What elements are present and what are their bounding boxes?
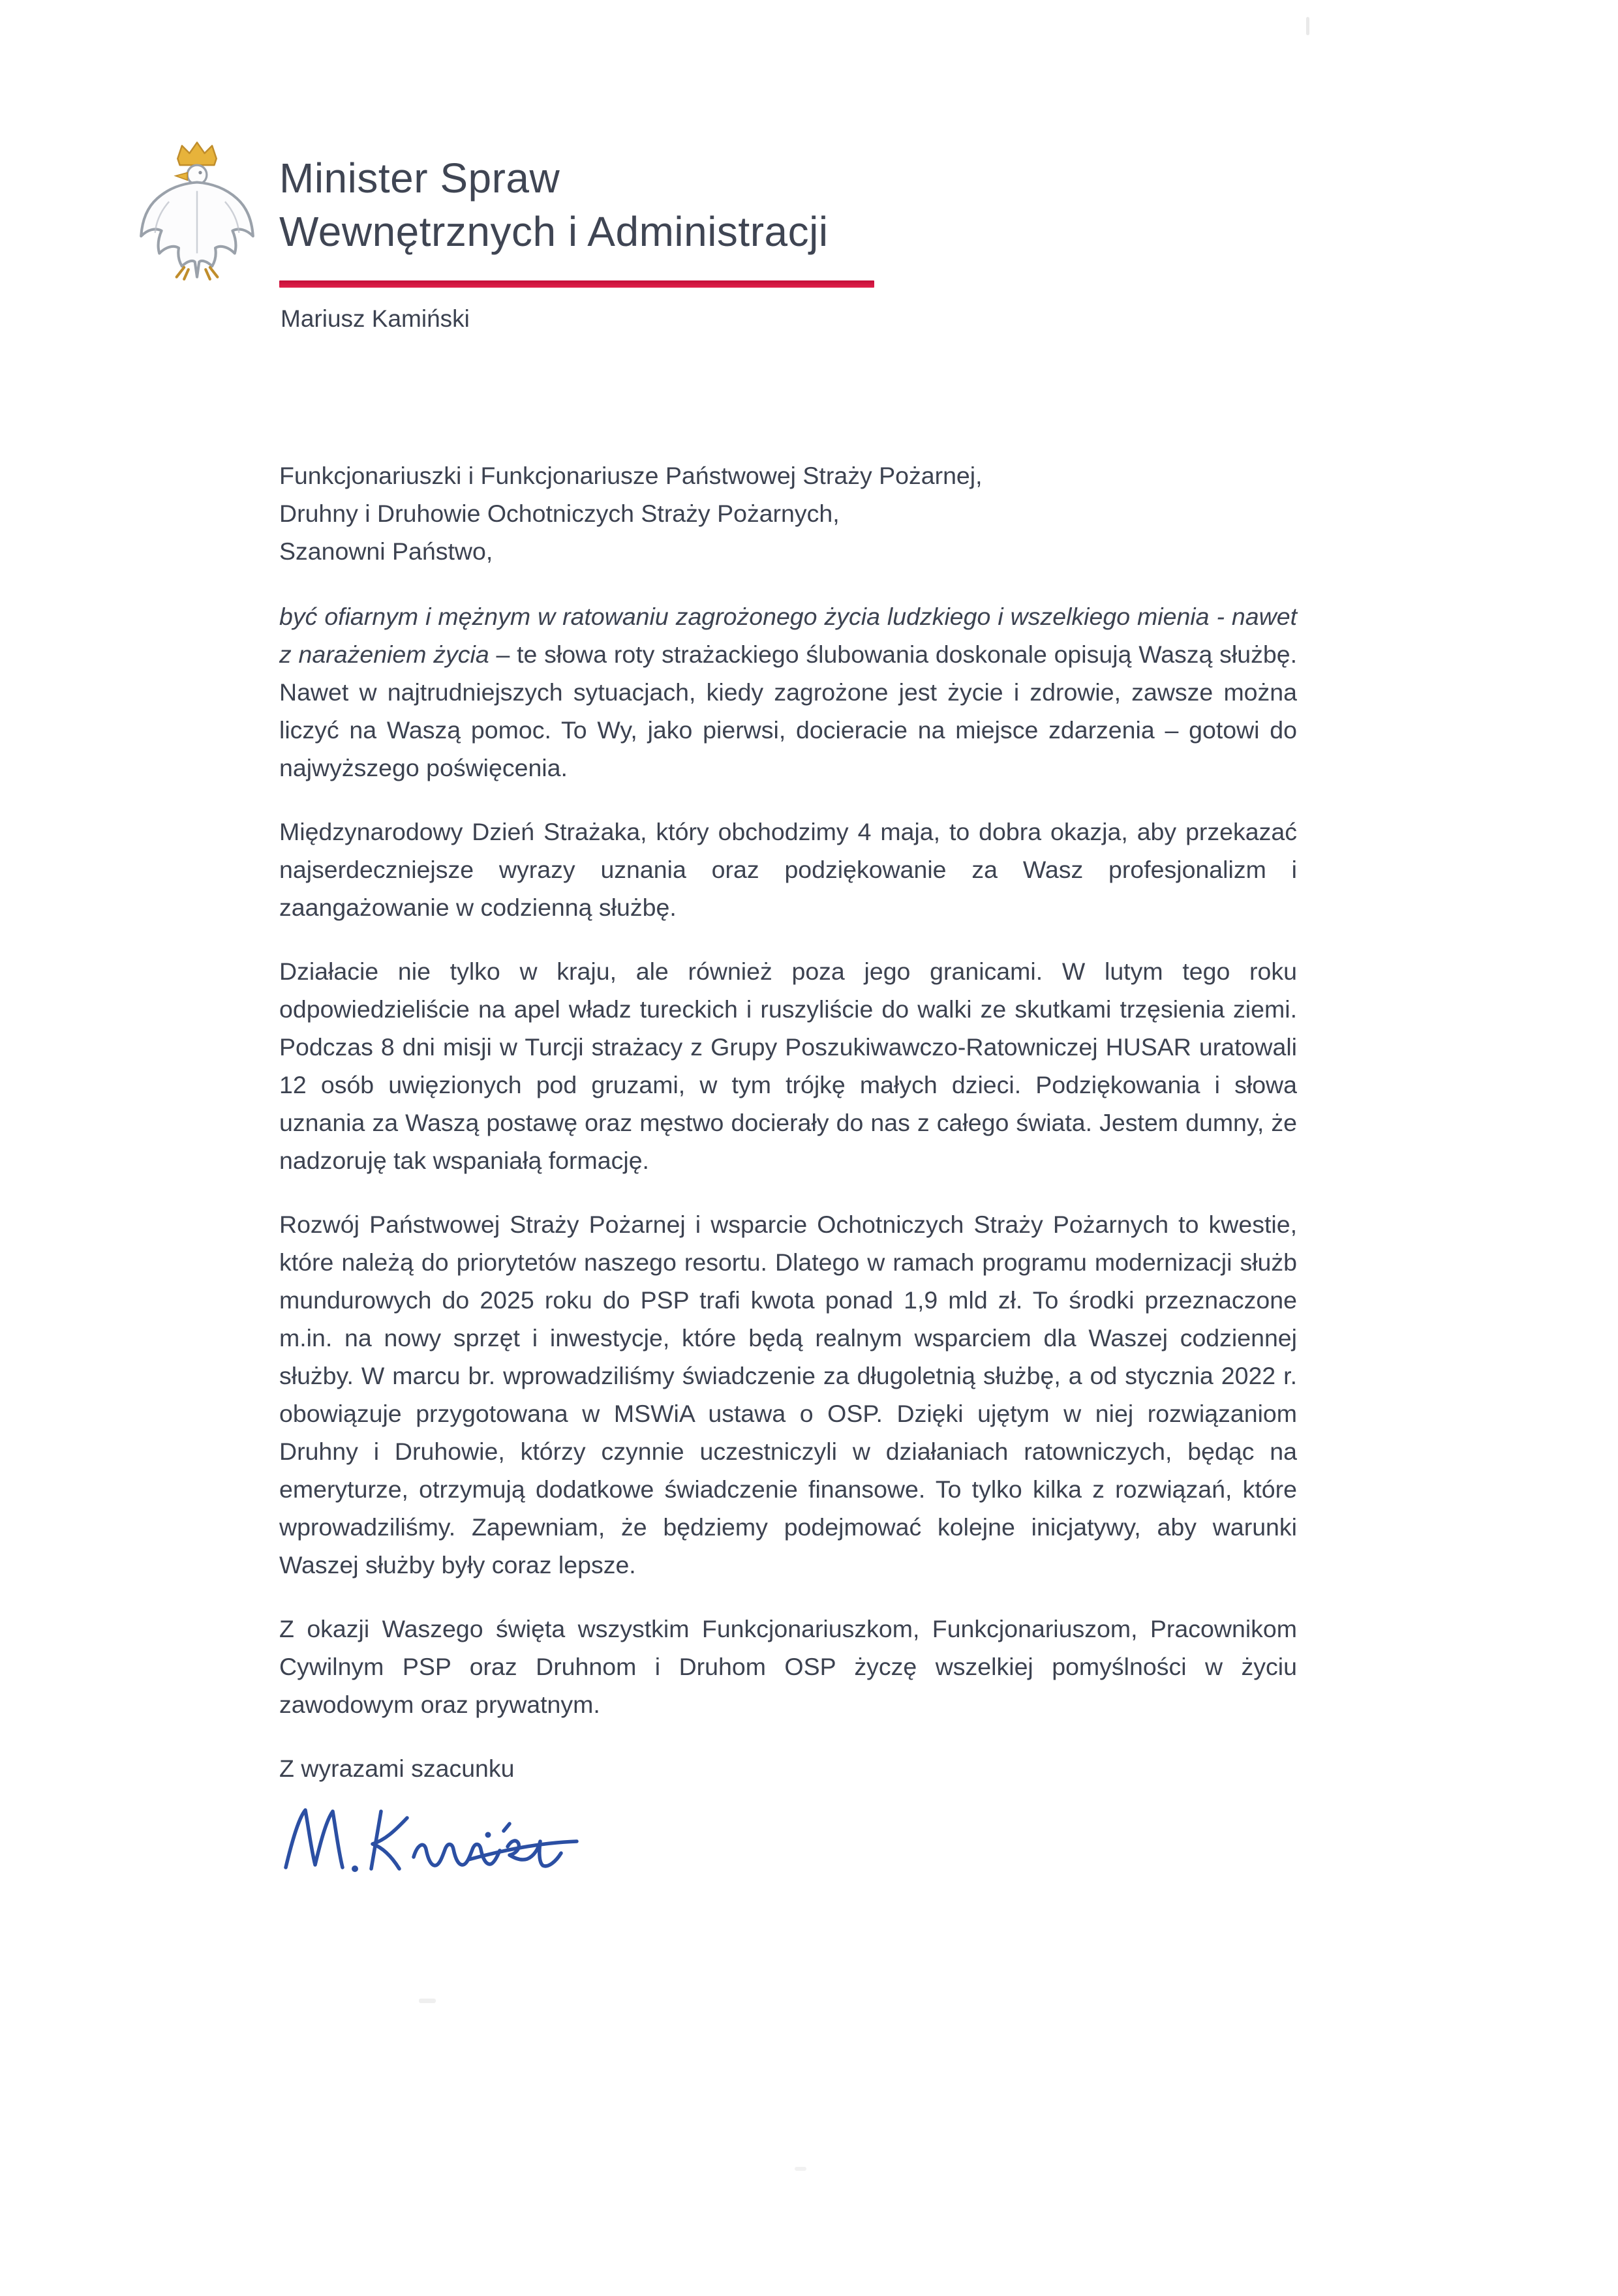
ministry-title xyxy=(279,151,829,258)
ministry-title-line2: Wewnętrznych i Administracji xyxy=(279,208,829,255)
closing-phrase: Z wyrazami szacunku xyxy=(279,1755,515,1782)
paragraph: Rozwój Państwowej Straży Pożarnej i wsparcie Ochotniczych Straży Pożarnych to kwestie, które należą do priorytetów naszego resortu. Dlatego w ramach programu modernizacji służb mundurowych do 2025 roku do PSP trafi kwota ponad 1,9 mld zł. To środki przeznaczone m.in. na nowy sprzęt i inwestycje, które będą realnym wsparciem dla Waszej codziennej służby. W marcu br. wprowadziliśmy świadczenie za długoletnią służbę, a od stycznia 2022 r. obowiązuje przygotowana w MSWiA ustawa o OSP. Dzięki ujętym w niej rozwiązaniom Druhny i Druhowie, którzy czynnie uczestniczyli w działaniach ratowniczych, będąc na emeryturze, otrzymują dodatkowe świadczenie finansowe. To tylko kilka z rozwiązań, które wprowadziliśmy. Zapewniam, że będziemy podejmować kolejne inicjatywy, aby warunki Waszej służby były coraz lepsze. xyxy=(279,1211,1297,1578)
paragraph: Międzynarodowy Dzień Strażaka, który obchodzimy 4 maja, to dobra okazja, aby przekazać najserdeczniejsze wyrazy uznania oraz podziękowanie za Wasz profesjonalizm i zaangażowanie w codzienną służbę. xyxy=(279,818,1297,921)
letter-body xyxy=(279,457,1297,1882)
polish-eagle-icon xyxy=(132,136,262,294)
signature xyxy=(279,1803,618,1882)
scan-artifact xyxy=(419,1999,436,2003)
ministry-title-line1: Minister Spraw xyxy=(279,155,560,202)
minister-name: Mariusz Kamiński xyxy=(281,305,470,332)
oath-quote-italic: być ofiarnym i mężnym w ratowaniu zagrożonego życia ludzkiego i wszelkiego mienia - nawet z narażeniem życia xyxy=(279,603,1297,668)
paragraph-text: – te słowa roty strażackiego ślubowania doskonale opisują Waszą służbę. Nawet w najtrudniejszych sytuacjach, kiedy zagrożone jest życie i zdrowie, zawsze można liczyć na Waszą pomoc. To Wy, jako pierwsi, docieracie na miejsce zdarzenia – gotowi do najwyższego poświęcenia. xyxy=(279,641,1298,781)
paragraph: Z okazji Waszego święta wszystkim Funkcjonariuszkom, Funkcjonariuszom, Pracownikom Cywilnym PSP oraz Druhnom i Druhom OSP życzę wszelkiej pomyślności w życiu zawodowym oraz prywatnym. xyxy=(279,1615,1297,1718)
salutation-line: Druhny i Druhowie Ochotniczych Straży Pożarnych, xyxy=(279,500,840,527)
salutation-line: Funkcjonariuszki i Funkcjonariusze Państwowej Straży Pożarnej, xyxy=(279,462,983,489)
signature-scribble-icon xyxy=(279,1803,618,1882)
header-rule xyxy=(279,280,874,288)
paragraph: Działacie nie tylko w kraju, ale również poza jego granicami. W lutym tego roku odpowiedzieliście na apel władz tureckich i ruszyliście do walki ze skutkami trzęsienia ziemi. Podczas 8 dni misji w Turcji strażacy z Grupy Poszukiwawczo-Ratowniczej HUSAR uratowali 12 osób uwięzionych pod gruzami, w tym trójkę małych dzieci. Podziękowania i słowa uznania za Waszą postawę oraz męstwo docierały do nas z całego świata. Jestem dumny, że nadzoruję tak wspaniałą formację. xyxy=(279,958,1297,1174)
paragraph-opening xyxy=(279,597,1297,787)
polish-eagle-emblem xyxy=(132,136,262,294)
scan-artifact xyxy=(795,2167,806,2171)
salutation xyxy=(279,457,1297,570)
salutation-line: Szanowni Państwo, xyxy=(279,537,493,565)
scan-artifact xyxy=(1306,17,1309,35)
